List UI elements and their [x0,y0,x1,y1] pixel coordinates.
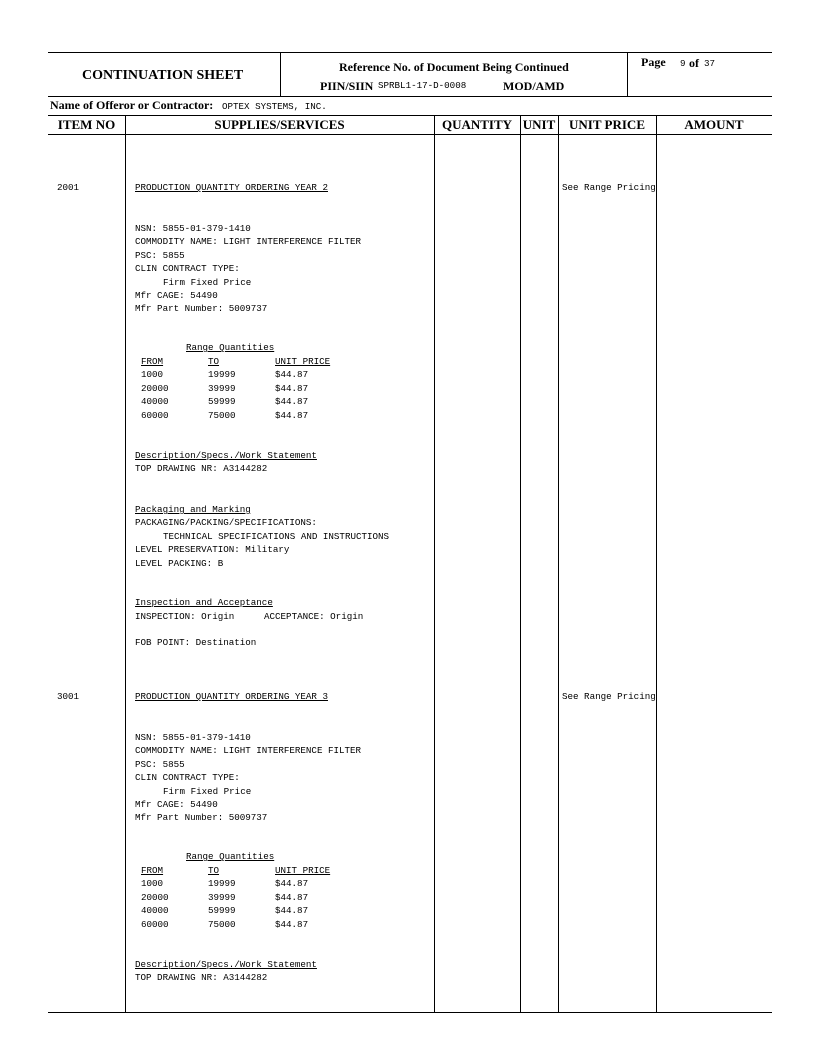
colheader-top-rule [48,115,772,116]
range-header-to: TO [208,356,220,367]
range-from: 1000 [141,369,164,381]
range-to: 59999 [208,905,236,917]
page-number: 9 [680,58,686,69]
psc: PSC: 5855 [135,758,185,770]
page-of: of [689,56,699,70]
range-to: 59999 [208,396,236,408]
item-details [135,222,361,316]
range-row [141,395,361,408]
colhdr-unit: UNIT [522,117,556,132]
commodity-name: COMMODITY NAME: LIGHT INTERFERENCE FILTER [135,236,362,248]
range-row [141,409,361,422]
item-title: PRODUCTION QUANTITY ORDERING YEAR 3 [135,691,328,702]
range-price: $44.87 [275,396,309,408]
reference-label: Reference No. of Document Being Continued [339,60,569,74]
range-from: 60000 [141,409,169,421]
mod-amd-label: MOD/AMD [503,79,565,93]
level-preservation: LEVEL PRESERVATION: Military [135,544,290,556]
clin-contract-value: Firm Fixed Price [163,785,252,797]
range-header-row [141,864,361,877]
description-value: TOP DRAWING NR: A3144282 [135,972,268,983]
range-row [141,877,361,890]
col-divider-unitprice [656,115,657,1013]
commodity-name: COMMODITY NAME: LIGHT INTERFERENCE FILTER [135,745,362,757]
item-details [135,731,361,825]
range-to: 19999 [208,878,236,890]
mfr-part-number: Mfr Part Number: 5009737 [135,812,268,824]
header-divider-2 [627,52,628,96]
range-row [141,382,361,395]
range-from: 40000 [141,905,169,917]
description-title: Description/Specs./Work Statement [135,959,317,970]
col-divider-supplies [434,115,435,1013]
range-price: $44.87 [275,891,309,903]
colhdr-quantity: QUANTITY [441,117,513,132]
fob-point: FOB POINT: Destination [135,637,257,648]
packaging-instructions: TECHNICAL SPECIFICATIONS AND INSTRUCTIONS [163,530,390,542]
page-bottom-rule [48,1012,772,1013]
col-divider-unit [558,115,559,1013]
range-quantities-title: Range Quantities [186,851,275,862]
header-top-rule [48,52,772,53]
range-from: 40000 [141,396,169,408]
range-row [141,904,361,917]
packaging-title: Packaging and Marking [135,504,251,515]
range-from: 1000 [141,878,164,890]
sheet-title: CONTINUATION SHEET [82,68,244,83]
piin-value: SPRBL1-17-D-0008 [378,80,467,91]
range-price: $44.87 [275,918,309,930]
col-divider-quantity [520,115,521,1013]
range-from: 20000 [141,382,169,394]
nsn: NSN: 5855-01-379-1410 [135,223,251,234]
range-to: 75000 [208,918,236,930]
psc: PSC: 5855 [135,249,185,261]
range-header-from: FROM [141,356,164,367]
item-number: 3001 [57,691,80,702]
colhdr-item-no: ITEM NO [57,117,116,132]
range-header-unit-price: UNIT PRICE [275,356,331,367]
range-header-unit-price: UNIT PRICE [275,865,331,876]
range-row [141,918,361,931]
offeror-label: Name of Offeror or Contractor: [50,98,214,112]
header-divider-1 [280,52,281,96]
item-unit-price: See Range Pricing [562,691,656,702]
range-to: 19999 [208,369,236,381]
range-header-to: TO [208,865,220,876]
mfr-cage: Mfr CAGE: 54490 [135,289,218,301]
item-number: 2001 [57,182,80,193]
range-price: $44.87 [275,369,309,381]
colhdr-supplies: SUPPLIES/SERVICES [214,117,345,132]
range-to: 39999 [208,382,236,394]
range-to: 39999 [208,891,236,903]
inspection-title: Inspection and Acceptance [135,597,273,608]
range-from: 60000 [141,918,169,930]
level-packing: LEVEL PACKING: B [135,557,224,569]
range-price: $44.87 [275,382,309,394]
clin-contract-type: CLIN CONTRACT TYPE: [135,772,240,784]
range-price: $44.87 [275,905,309,917]
nsn: NSN: 5855-01-379-1410 [135,732,251,743]
description-title: Description/Specs./Work Statement [135,450,317,461]
clin-contract-value: Firm Fixed Price [163,276,252,288]
range-table [141,864,361,931]
item-title: PRODUCTION QUANTITY ORDERING YEAR 2 [135,182,328,193]
description-value: TOP DRAWING NR: A3144282 [135,463,268,474]
mfr-cage: Mfr CAGE: 54490 [135,798,218,810]
mfr-part-number: Mfr Part Number: 5009737 [135,303,268,315]
clin-contract-type: CLIN CONTRACT TYPE: [135,263,240,275]
range-row [141,368,361,381]
page-label: Page [641,55,666,69]
colhdr-amount: AMOUNT [684,117,744,132]
colhdr-unit-price: UNIT PRICE [569,117,645,132]
range-table [141,355,361,422]
page-total: 37 [704,58,716,69]
packaging-section [135,503,389,570]
header-bottom-rule [48,96,772,97]
colheader-bottom-rule [48,134,772,135]
range-price: $44.87 [275,878,309,890]
col-divider-item [125,115,126,1013]
range-row [141,891,361,904]
range-from: 20000 [141,891,169,903]
offeror-name: OPTEX SYSTEMS, INC. [222,101,327,112]
item-unit-price: See Range Pricing [562,182,656,193]
range-quantities-title: Range Quantities [186,342,275,353]
range-header-row [141,355,361,368]
range-header-from: FROM [141,865,164,876]
acceptance-value: ACCEPTANCE: Origin [264,611,364,622]
range-price: $44.87 [275,409,309,421]
range-to: 75000 [208,409,236,421]
piin-label: PIIN/SIIN [320,79,374,93]
packaging-specs: PACKAGING/PACKING/SPECIFICATIONS: [135,517,317,529]
inspection-value: INSPECTION: Origin [135,611,235,622]
